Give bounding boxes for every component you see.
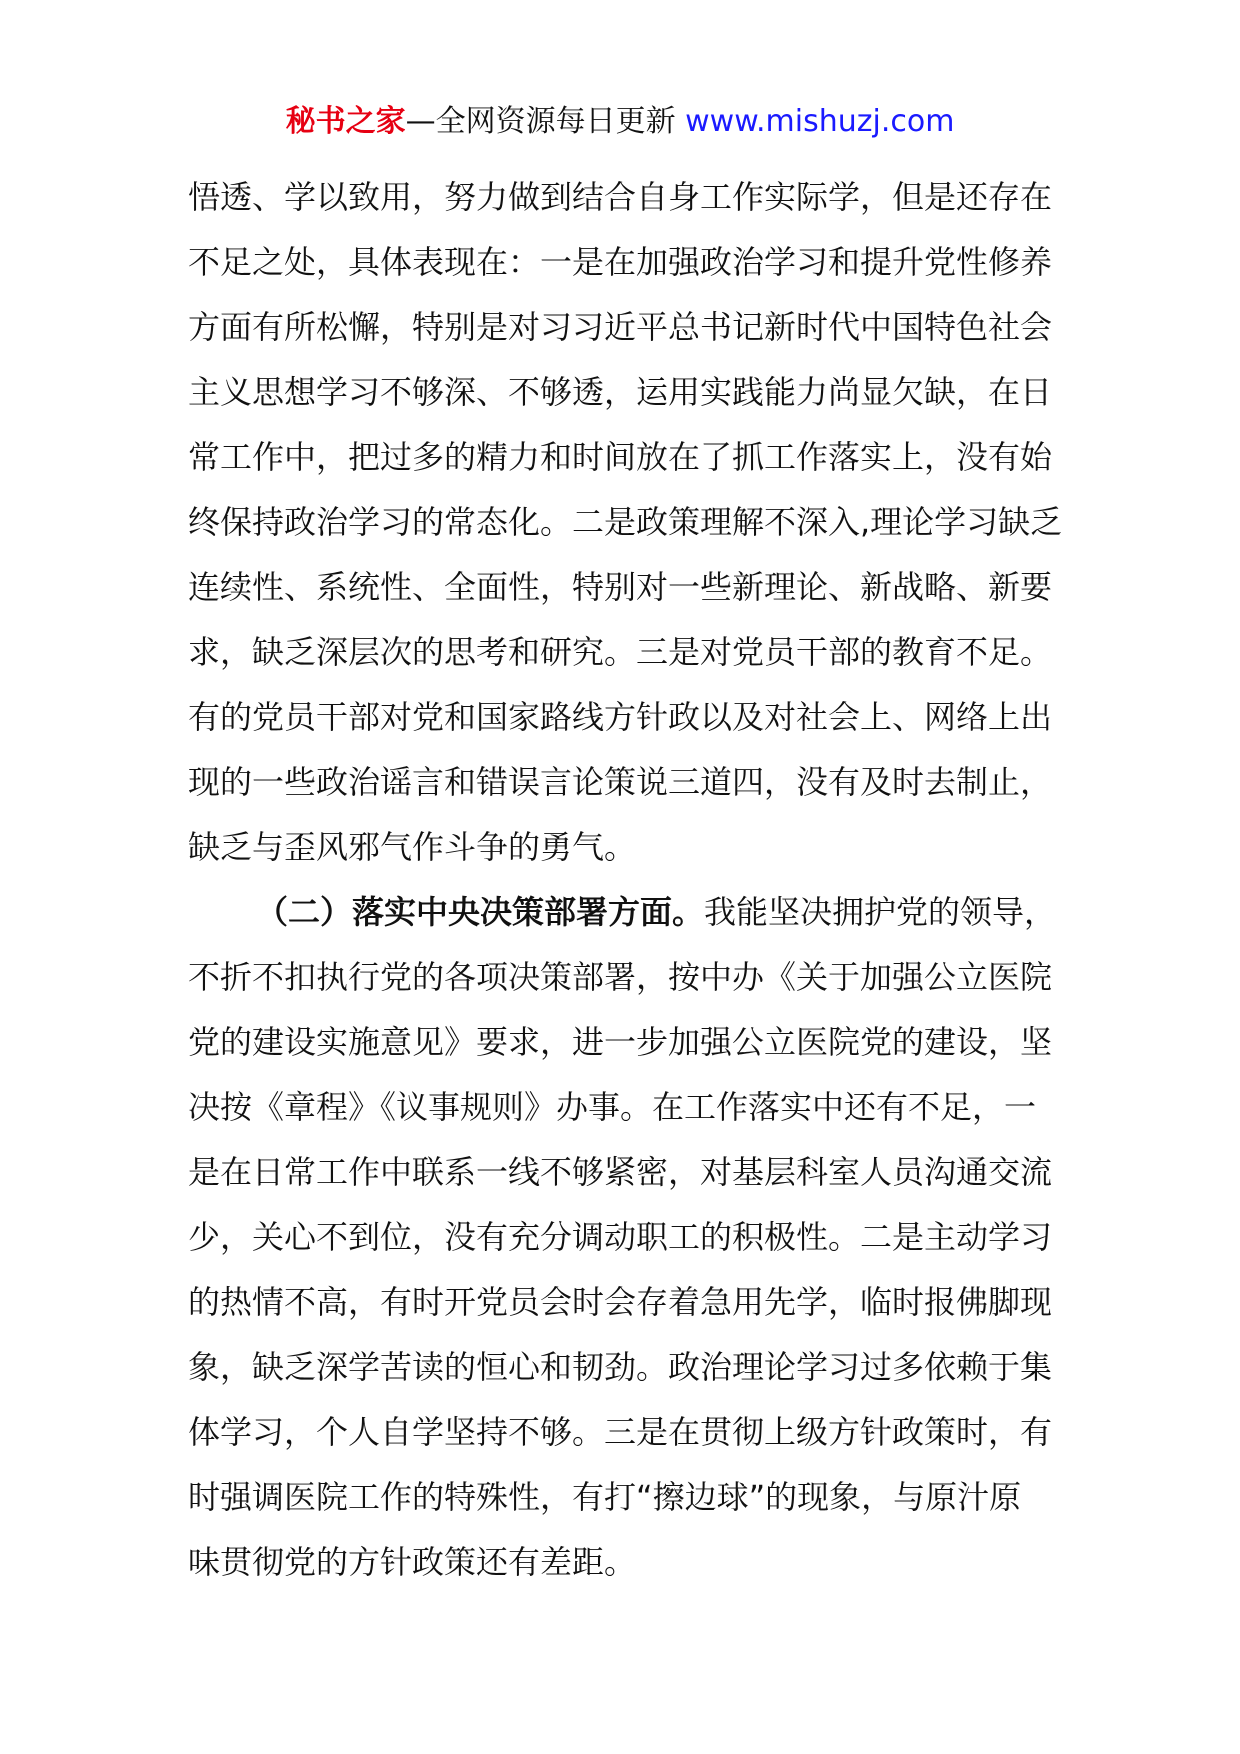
text-line: 有的党员干部对党和国家路线方针政以及对社会上、网络上出 — [188, 698, 1053, 736]
paragraph-1 — [188, 165, 1063, 880]
text-line: 缺乏与歪风邪气作斗争的勇气。 — [188, 828, 637, 866]
text-line: 的热情不高，有时开党员会时会存着急用先学，临时报佛脚现 — [188, 1283, 1053, 1321]
header-tagline: —全网资源每日更新 — [405, 104, 686, 139]
brand-name: 秘书之家 — [285, 104, 406, 139]
text-line: 连续性、系统性、全面性，特别对一些新理论、新战略、新要 — [188, 568, 1053, 606]
text-line: 终保持政治学习的常态化。二是政策理解不深入,理论学习缺乏 — [188, 503, 1063, 541]
text-line: 求，缺乏深层次的思考和研究。三是对党员干部的教育不足。 — [188, 633, 1053, 671]
text-line: 决按《章程》《议事规则》办事。在工作落实中还有不足，一 — [188, 1088, 1037, 1126]
text-line: 方面有所松懈，特别是对习习近平总书记新时代中国特色社会 — [188, 308, 1053, 346]
text-line: 现的一些政治谣言和错误言论策说三道四，没有及时去制止， — [188, 763, 1053, 801]
text-line: 是在日常工作中联系一线不够紧密，对基层科室人员沟通交流 — [188, 1153, 1053, 1191]
text-line: 体学习，个人自学坚持不够。三是在贯彻上级方针政策时，有 — [188, 1413, 1053, 1451]
text-line: 不折不扣执行党的各项决策部署，按中办《关于加强公立医院 — [188, 958, 1053, 996]
page-header — [0, 100, 1240, 144]
section-heading: （二）落实中央决策部署方面。 — [256, 893, 705, 931]
document-body — [188, 165, 1063, 1595]
text-line: 不足之处，具体表现在：一是在加强政治学习和提升党性修养 — [188, 243, 1053, 281]
website-url[interactable]: www.mishuzj.com — [685, 104, 955, 139]
text-line: 少，关心不到位，没有充分调动职工的积极性。二是主动学习 — [188, 1218, 1053, 1256]
text-line: 主义思想学习不够深、不够透，运用实践能力尚显欠缺，在日 — [188, 373, 1053, 411]
text-line: 党的建设实施意见》要求，进一步加强公立医院党的建设，坚 — [188, 1023, 1053, 1061]
text-line: 味贯彻党的方针政策还有差距。 — [188, 1543, 637, 1581]
text-line: 象，缺乏深学苦读的恒心和韧劲。政治理论学习过多依赖于集 — [188, 1348, 1053, 1386]
text-run: 我能坚决拥护党的领导， — [704, 893, 1057, 931]
paragraph-2 — [188, 880, 1057, 1595]
text-line: 时强调医院工作的特殊性，有打“擦边球”的现象，与原汁原 — [188, 1478, 1022, 1516]
text-line: 常工作中，把过多的精力和时间放在了抓工作落实上，没有始 — [188, 438, 1053, 476]
text-line: 悟透、学以致用，努力做到结合自身工作实际学，但是还存在 — [188, 178, 1053, 216]
paragraph-2-first-line — [188, 880, 1057, 945]
